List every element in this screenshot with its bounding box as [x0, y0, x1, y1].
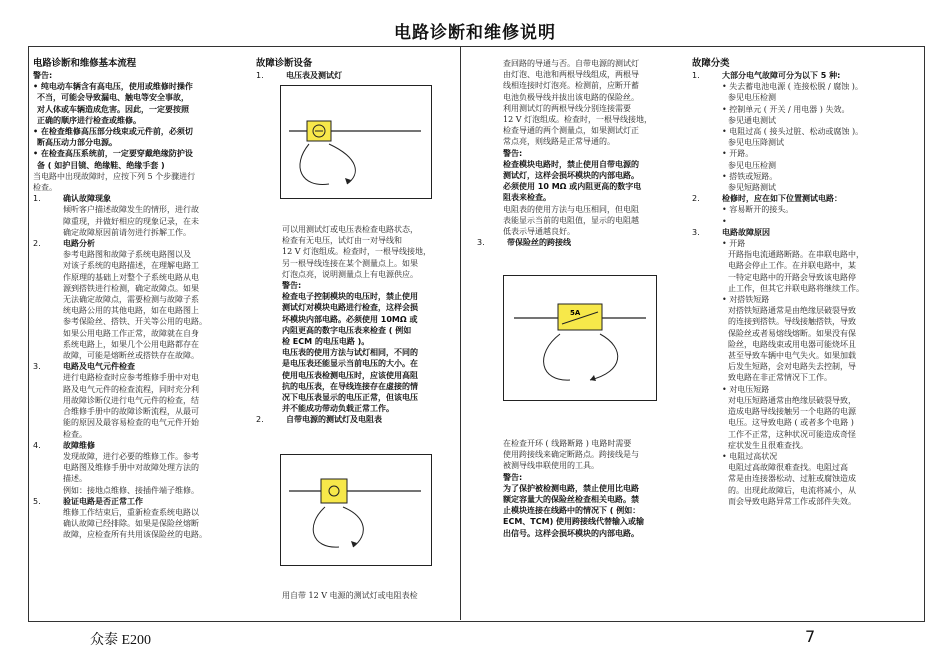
- warning-line: 检查模块电路时，禁止使用自带电源的: [503, 159, 639, 169]
- col1-bullets: [33, 81, 231, 171]
- item-number: 1.: [692, 71, 700, 80]
- fault-type: • 控制单元 ( 开关 / 用电器 ) 失效。: [722, 104, 850, 114]
- step-line: 对该子系统的电路描述，在理解电路工: [63, 261, 199, 271]
- footer-model: 众泰 E200: [90, 633, 152, 648]
- cause-line: 而会导致电路异常工作或部件失效。: [728, 496, 856, 506]
- lamp-housing: [321, 479, 347, 503]
- cause-line: 开路指电流通路断路。在串联电路中，: [728, 250, 864, 260]
- col2-warning-label: 警告:: [282, 281, 302, 291]
- warning-line: 止模块连接在线路中的情况下 ( 例如：: [503, 506, 641, 516]
- list-item: • 容易断开的接头。: [722, 205, 794, 215]
- step-line: 合维修手册中的故障诊断流程，从最可: [63, 407, 199, 417]
- step-number: 4.: [33, 440, 41, 450]
- sub1-title: 电压表及测试灯: [286, 71, 342, 80]
- step-line: 电路图及维修手册中对故障处理方法的: [63, 463, 199, 473]
- step-line: 确定故障原因前请勿进行拆解工作。: [63, 227, 191, 237]
- step-line: 发现故障，进行必要的维修工作。参考: [63, 451, 199, 461]
- para-line: 电池负极导线并拔出该电路的保险丝。: [503, 92, 639, 102]
- para-line: 在检查开环 ( 线路断路 ) 电路时需要: [503, 439, 632, 448]
- cause-line: 对搭铁短路通常是由绝缘层破裂导致: [728, 306, 856, 316]
- fault-type-reference: 参见电压检测: [728, 93, 776, 103]
- step-line: 用故障诊断仪进行电气元件的检查，结: [63, 395, 199, 405]
- cause-line: 险丝，电路线束或用电器可能烧坏且: [728, 339, 856, 349]
- step-title: 电路及电气元件检查: [63, 362, 135, 372]
- para-line: 表能显示当前的电阻值，显示的电阻越: [503, 215, 639, 225]
- cause-line: 造成电路导线接触另一个电路的电源: [728, 407, 856, 417]
- cause-line: 后发生短路，会对电路失去控制，导: [728, 362, 856, 372]
- para-line: 使用跨接线来确定断路点。跨接线是与: [503, 450, 639, 460]
- para-line: 12 V 灯泡组成。检查时，一根导线接地，: [503, 115, 653, 125]
- column-3-lower: [503, 438, 671, 539]
- probe-wire-left: [544, 334, 570, 380]
- bullet-line: 断高压动力部分电源。: [37, 138, 117, 148]
- step-heading: [33, 361, 231, 372]
- warning-line: 测试灯对模块电路进行检查，这样会损: [282, 303, 418, 313]
- step-line: 能的原因及最容易检查的电气元件开始: [63, 418, 199, 428]
- warning-line: 检查电子控制模块的电压时，禁止使用: [282, 292, 418, 302]
- page-title: 电路诊断和维修说明: [394, 23, 556, 43]
- step-title: 验证电路是否正常工作: [63, 496, 143, 506]
- cause-line: 症状发生且很难查找。: [728, 440, 808, 450]
- fault-type: • 电阻过高 ( 接头过脏、松动或腐蚀 )。: [722, 127, 864, 137]
- fused-jumper-diagram: [503, 275, 657, 401]
- step-line: 故障，可能是熔断丝或搭铁存在故障。: [63, 351, 199, 361]
- bullet-line: • 在检查高压系统前，一定要穿戴绝缘防护设: [33, 149, 193, 159]
- step-number: 5.: [33, 496, 41, 506]
- step-title: 电路分析: [63, 239, 95, 249]
- step-line: 倾听客户描述故障发生的情形，进行故: [63, 205, 199, 215]
- col1-warning-label: 警告:: [33, 71, 53, 80]
- para-line: 另一根导线连接在某个测量点上。如果: [282, 258, 418, 268]
- para-line: 低表示导通越良好。: [503, 227, 575, 237]
- column-4: [692, 58, 882, 507]
- sub2-title: 自带电源的测试灯及电阻表: [286, 415, 382, 425]
- test-light-circuit-svg: [281, 455, 431, 565]
- warning-line: 测试灯，这样会损坏模块的内部电路。: [503, 171, 639, 181]
- center-divider: [460, 46, 461, 620]
- step-line: 参考保险丝、搭铁、开关等公用的电路。: [63, 317, 207, 327]
- step-line: 统电路公用的其他电路，如在电路图上: [63, 306, 199, 316]
- fault-cause-list: [692, 238, 882, 507]
- warning-line: 并不能成功带动负载正常工作。: [282, 404, 394, 414]
- step-line: 如果公用电路工作正常，故障就在自身: [63, 328, 199, 338]
- cause-line: 的。出现此故障后，电流将减小，从: [728, 485, 856, 495]
- para-line: 灯泡点亮，说明测量点上有电源供应。: [282, 269, 418, 279]
- warning-line: 额定容量大的保险丝检查相关电路。禁: [503, 495, 639, 505]
- step-line: 作原理的基础上对整个子系统电路从电: [63, 272, 199, 282]
- step-number: 2.: [33, 239, 41, 249]
- cause-line: 的连接到搭铁。导线接触搭铁，导致: [728, 317, 856, 327]
- step-title: 故障维修: [63, 440, 95, 450]
- bullet-line: 正确的顺序进行检查或维修。: [37, 115, 141, 125]
- cause-title: • 对搭铁短路: [722, 295, 770, 305]
- step-heading: [33, 440, 231, 451]
- warning-line: 必须使用 10 MΩ 或内阻更高的数字电: [503, 182, 642, 192]
- step-line: 维修工作结束后，重新检查系统电路以: [63, 507, 199, 517]
- step-line: 无法确定故障点，需要检测与故障子系: [63, 295, 199, 305]
- column-3: [477, 58, 671, 248]
- self-powered-test-light-diagram: [280, 454, 432, 566]
- cause-line: 电阻过高故障很难查找。电阻过高: [728, 463, 848, 473]
- column-2-body: [256, 224, 457, 426]
- step-line: 障重现，并做好相应的现象记录，在未: [63, 216, 199, 226]
- sub-number: 3.: [477, 238, 485, 248]
- cause-line: 保险丝或者易熔线熔断。如果没有保: [728, 328, 856, 338]
- col3-warning-label: 警告:: [503, 148, 523, 158]
- cause-line: 甚至导致车辆中电气失火。如果加载: [728, 351, 856, 361]
- para-line: 利用测试灯的两根导线分别连接需要: [503, 103, 631, 113]
- fault-type: • 开路。: [722, 149, 754, 159]
- step-line: 源到搭铁进行检测，确定故障点。如果: [63, 283, 199, 293]
- warning-line: 为了保护被检测电路，禁止使用比电路: [503, 483, 639, 493]
- intro-line: 当电路中出现故障时，应按下列 5 个步骤进行: [33, 171, 196, 181]
- warning-line: 使用电压表检测电压时，应该使用高阻: [282, 370, 418, 380]
- bullet-line: • 在检查维修高压部分线束或元件前，必须切: [33, 127, 193, 137]
- item-number: 2.: [692, 194, 700, 204]
- step-line: 参考电路图和故障子系统电路图以及: [63, 250, 191, 260]
- bullet-line: 不当，可能会导致漏电、触电等安全事故，: [37, 93, 189, 103]
- para-line: 可以用测试灯或电压表检查电路状态，: [282, 225, 418, 234]
- step-line: 进行电路检查时应参考维修手册中对电: [63, 373, 199, 383]
- warning-line: 电压表的使用方法与试灯相同，不同的: [282, 348, 418, 358]
- col2-caption: 用自带 12 V 电源的测试灯或电阻表检: [282, 591, 418, 600]
- cause-title: • 对电压短路: [722, 384, 770, 394]
- probe-wire-right: [329, 144, 355, 184]
- step-line: 故障，应检查所有共用该保险丝的电路。: [63, 530, 207, 540]
- step-heading: [33, 193, 231, 204]
- step-line: 检查。: [63, 429, 87, 439]
- probe-wire-right: [343, 507, 363, 547]
- col1-heading: 电路诊断和维修基本流程: [33, 58, 137, 69]
- cause-line: 致电路在非正常情况下工作。: [728, 373, 832, 383]
- para-line: 线相连接时灯泡亮。检测前，应断开蓄: [503, 81, 639, 91]
- list-item: •: [722, 216, 727, 226]
- probe-wire-right: [590, 334, 618, 380]
- bullet-line: 备 ( 如护目镜、绝缘鞋、绝缘手套 ): [37, 160, 165, 170]
- cause-line: 常是由连接器松动、过脏或腐蚀造成: [728, 474, 856, 484]
- step-line: 系统电路上，如果几个公用电路都存在: [63, 339, 199, 349]
- voltmeter-diagram: [280, 85, 432, 199]
- warning-line: 检 ECM 的电压电路 )。: [282, 337, 370, 347]
- intro-line: 检查。: [33, 183, 57, 193]
- sub3-title: 带保险丝的跨接线: [507, 238, 571, 248]
- warning-line: 况下电压表显示的电压正常，但该电压: [282, 393, 418, 403]
- cause-title: • 电阻过高状况: [722, 451, 778, 461]
- item3-title: 电路故障原因: [722, 227, 770, 237]
- para-line: 被测导线串联使用的工具。: [503, 461, 599, 471]
- cause-line: 工作不正常，这种状况可能造成奇怪: [728, 429, 856, 439]
- item-number: 3.: [692, 227, 700, 237]
- fault-type-reference: 参见电压检测: [728, 160, 776, 170]
- item1-title: 大部分电气故障可分为以下 5 种:: [722, 71, 841, 80]
- cause-title: • 开路: [722, 239, 746, 249]
- fuse-rating: 5A: [570, 309, 581, 317]
- warning-line: ECM、TCM) 使用跨接线代替输入或输: [503, 517, 645, 527]
- col2-caption-block: [282, 590, 457, 601]
- jumper-circuit-svg: [504, 276, 656, 400]
- para-line: 由灯泡、电池和两根导线组成，两根导: [503, 70, 639, 80]
- probe-wire-left: [313, 507, 339, 547]
- probe-wire-left: [300, 144, 329, 184]
- item2-title: 检修时，应在如下位置测试电路：: [722, 194, 842, 204]
- page-number: 7: [805, 627, 816, 646]
- fuse-holder: [558, 304, 602, 330]
- step-line: 描述。: [63, 474, 87, 484]
- step-heading: [33, 238, 231, 249]
- warning-line: 阻表来检查。: [503, 193, 551, 203]
- warning-line: 抗的电压表，在导线连接存在虚接的情: [282, 381, 418, 391]
- steps-list: [33, 193, 231, 540]
- col2-heading: 故障诊断设备: [256, 58, 313, 69]
- warning-line: 出信号。这样会损坏模块的内部电路。: [503, 528, 639, 538]
- fault-type: • 搭铁或短路。: [722, 171, 778, 181]
- col4-heading: 故障分类: [692, 58, 730, 69]
- column-1: [33, 58, 231, 541]
- para-line: 查回路的导通与否。自带电源的测试灯: [503, 59, 639, 68]
- para-line: 12 V 灯泡组成。检查时，一根导线接地，: [282, 247, 432, 257]
- cause-line: 电压。这导致电路 ( 或者多个电路 ): [728, 418, 854, 428]
- para-line: 检查有无电压，试灯由一对导线和: [282, 236, 402, 246]
- step-heading: [33, 496, 231, 507]
- col3-warning-label-2: 警告:: [503, 472, 523, 482]
- fault-type: • 失去蓄电池电源 ( 连接松脱 / 腐蚀 )。: [722, 82, 863, 92]
- cause-line: 止工作，但其它并联电路将继续工作。: [728, 283, 864, 293]
- warning-line: 坏模块内部电路。必须使用 10MΩ 或: [282, 314, 418, 324]
- para-line: 电阻表的使用方法与电压相同，但电阻: [503, 204, 639, 214]
- step-title: 确认故障现象: [63, 194, 111, 204]
- arrow-head-icon: [590, 375, 596, 381]
- sub-number: 1.: [256, 71, 264, 80]
- voltmeter-circuit-svg: [281, 86, 431, 198]
- fault-type-reference: 参见电压降测试: [728, 138, 784, 148]
- step-number: 1.: [33, 194, 41, 204]
- bullet-line: 对人体或车辆造成危害。因此，一定要按照: [37, 104, 189, 114]
- bullet-line: • 纯电动车辆含有高电压，使用或维修时操作: [33, 82, 193, 92]
- step-line: 路及电气元件的检查流程，同时充分利: [63, 384, 199, 394]
- fault-type-list: [692, 81, 882, 193]
- step-line: 确认故障已经排除。如果是保险丝熔断: [63, 519, 199, 529]
- sub-number: 2.: [256, 415, 264, 425]
- step-number: 3.: [33, 362, 41, 372]
- warning-line: 是电压表还能显示当前电压的大小。在: [282, 359, 418, 369]
- step-line: 例如：接地点维修、接插件端子维修。: [63, 485, 199, 495]
- para-line: 常点亮，则线路是正常导通的。: [503, 137, 615, 147]
- fault-type-reference: 参见短路测试: [728, 183, 776, 193]
- fault-type-reference: 参见通电测试: [728, 115, 776, 125]
- column-2: [256, 58, 454, 81]
- cause-line: 一特定电路中的开路会导致该电路停: [728, 272, 856, 282]
- cause-line: 电路会停止工作。在并联电路中，某: [728, 261, 856, 271]
- para-line: 检查导通的两个测量点，如果测试灯正: [503, 126, 639, 136]
- warning-line: 内阻更高的数字电压表来检查 ( 例如: [282, 325, 412, 335]
- cause-line: 对电压短路通常由绝缘层破裂导致，: [728, 395, 856, 405]
